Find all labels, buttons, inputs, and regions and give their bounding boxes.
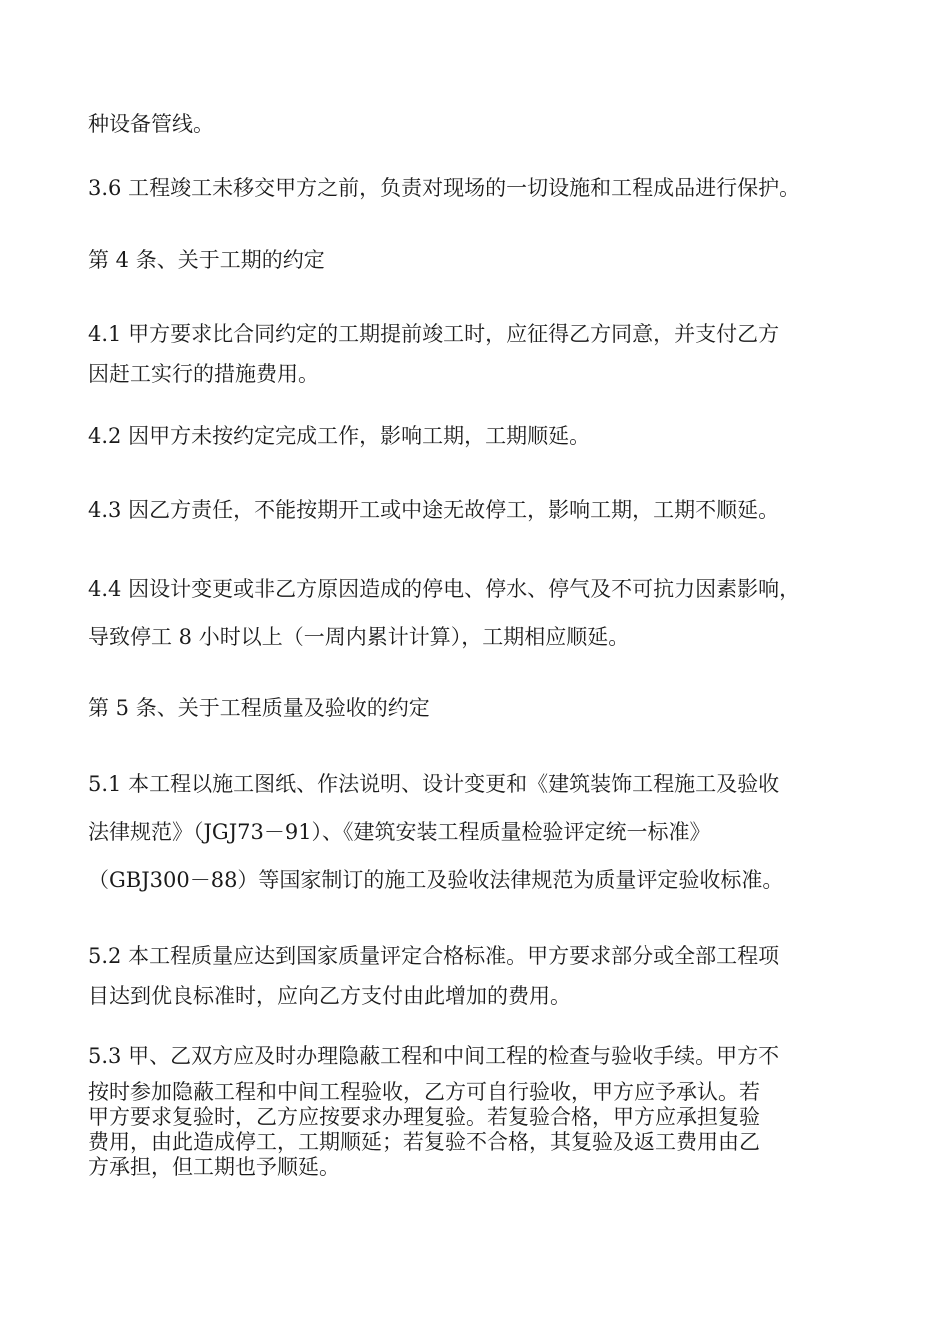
text-line: 目达到优良标准时，应向乙方支付由此增加的费用。 bbox=[88, 984, 571, 1008]
clause-5-3-first-line bbox=[88, 1036, 878, 1076]
text-line: 费用，由此造成停工，工期顺延；若复验不合格，其复验及返工费用由乙 bbox=[88, 1130, 760, 1154]
section-heading-5 bbox=[88, 688, 878, 728]
text-line: 第 5 条、关于工程质量及验收的约定 bbox=[88, 696, 430, 720]
text-line: （GBJ300－88）等国家制订的施工及验收法律规范为质量评定验收标准。 bbox=[88, 868, 784, 892]
text-line: 导致停工 8 小时以上（一周内累计计算），工期相应顺延。 bbox=[88, 625, 630, 649]
clause-5-3-body bbox=[88, 1080, 878, 1180]
text-line: 种设备管线。 bbox=[88, 112, 214, 136]
text-line: 4.4 因设计变更或非乙方原因造成的停电、停水、停气及不可抗力因素影响， bbox=[88, 577, 801, 601]
text-line: 4.1 甲方要求比合同约定的工期提前竣工时，应征得乙方同意，并支付乙方 bbox=[88, 322, 780, 346]
clause-5-1 bbox=[88, 760, 878, 904]
clause-4-2 bbox=[88, 416, 878, 456]
text-line: 4.3 因乙方责任，不能按期开工或中途无故停工，影响工期，工期不顺延。 bbox=[88, 498, 780, 522]
text-line: 法律规范》（JGJ73－91）、《建筑安装工程质量检验评定统一标准》 bbox=[88, 820, 711, 844]
text-line: 甲方要求复验时，乙方应按要求办理复验。若复验合格，甲方应承担复验 bbox=[88, 1105, 760, 1129]
text-line: 4.2 因甲方未按约定完成工作，影响工期，工期顺延。 bbox=[88, 424, 591, 448]
text-line: 第 4 条、关于工期的约定 bbox=[88, 248, 325, 272]
text-line: 方承担，但工期也予顺延。 bbox=[88, 1155, 340, 1179]
text-line: 按时参加隐蔽工程和中间工程验收，乙方可自行验收，甲方应予承认。若 bbox=[88, 1080, 760, 1104]
clause-4-3 bbox=[88, 490, 878, 530]
text-line: 5.2 本工程质量应达到国家质量评定合格标准。甲方要求部分或全部工程项 bbox=[88, 944, 780, 968]
paragraph-continuation bbox=[88, 104, 878, 144]
text-line: 因赶工实行的措施费用。 bbox=[88, 362, 319, 386]
text-line: 5.3 甲、乙双方应及时办理隐蔽工程和中间工程的检查与验收手续。甲方不 bbox=[88, 1044, 780, 1068]
text-line: 3.6 工程竣工未移交甲方之前，负责对现场的一切设施和工程成品进行保护。 bbox=[88, 176, 801, 200]
section-heading-4 bbox=[88, 240, 878, 280]
clause-5-2 bbox=[88, 936, 878, 1016]
clause-4-1 bbox=[88, 314, 878, 394]
clause-4-4 bbox=[88, 565, 878, 661]
text-line: 5.1 本工程以施工图纸、作法说明、设计变更和《建筑装饰工程施工及验收 bbox=[88, 772, 780, 796]
clause-3-6 bbox=[88, 168, 878, 208]
